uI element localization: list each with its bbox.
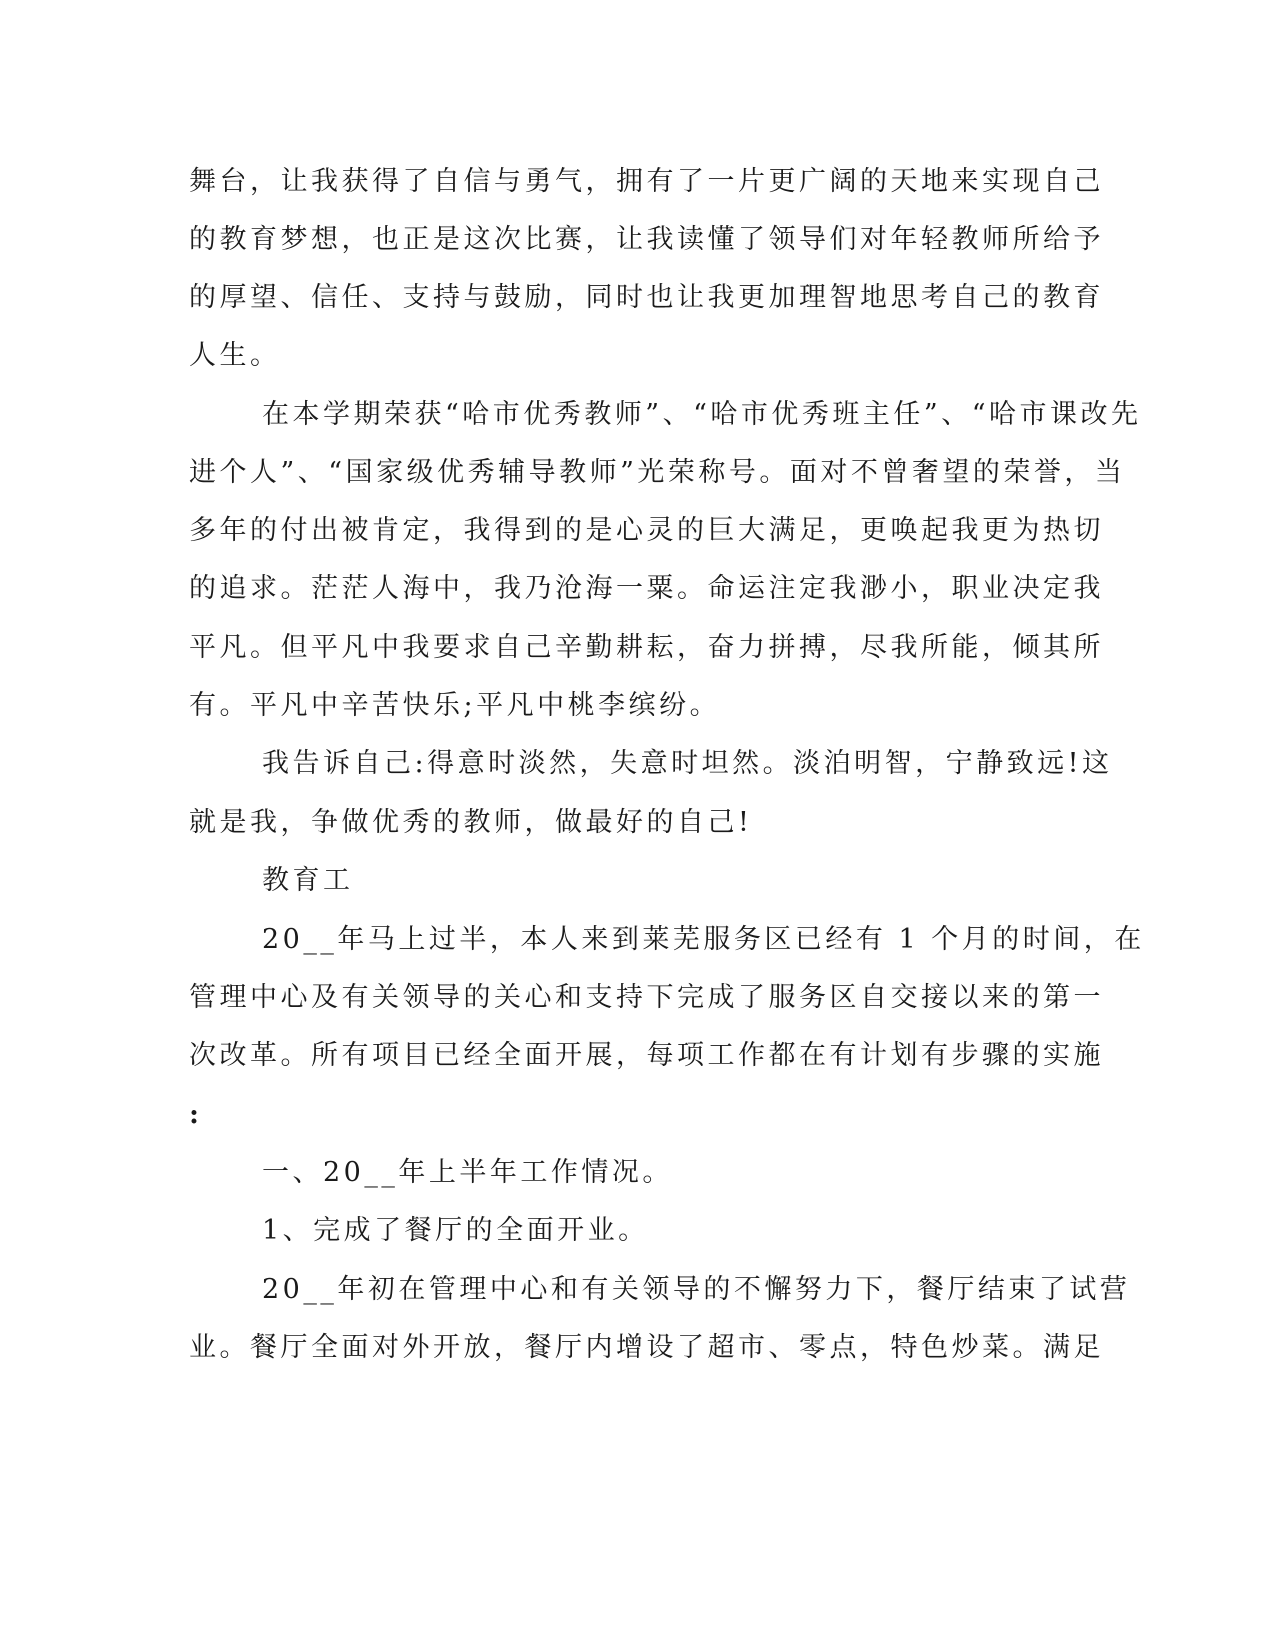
text-line: 舞台，让我获得了自信与勇气，拥有了一片更广阔的天地来实现自己	[189, 166, 1104, 197]
list-heading: 一、20__年上半年工作情况。	[262, 1157, 673, 1188]
section-heading: 教育工	[262, 865, 354, 896]
paragraph-start: 20__年初在管理中心和有关领导的不懈努力下，餐厅结束了试营	[262, 1274, 1131, 1305]
paragraph-start: 在本学期荣获“哈市优秀教师”、“哈市优秀班主任”、“哈市课改先	[262, 399, 1142, 430]
text-line: :	[189, 1099, 199, 1130]
text-line: 人生。	[189, 340, 281, 371]
text-line: 的教育梦想，也正是这次比赛，让我读懂了领导们对年轻教师所给予	[189, 224, 1104, 255]
text-line: 进个人”、“国家级优秀辅导教师”光荣称号。面对不曾奢望的荣誉，当	[189, 457, 1126, 488]
text-line: 就是我，争做优秀的教师，做最好的自己!	[189, 807, 753, 838]
text-line: 多年的付出被肯定，我得到的是心灵的巨大满足，更唤起我更为热切	[189, 515, 1104, 546]
text-line: 平凡。但平凡中我要求自己辛勤耕耘，奋力拼搏，尽我所能，倾其所	[189, 632, 1104, 663]
text-line: 的追求。茫茫人海中，我乃沧海一粟。命运注定我渺小，职业决定我	[189, 573, 1104, 604]
text-line: 有。平凡中辛苦快乐;平凡中桃李缤纷。	[189, 690, 721, 721]
text-line: 的厚望、信任、支持与鼓励，同时也让我更加理智地思考自己的教育	[189, 282, 1104, 313]
list-item: 1、完成了餐厅的全面开业。	[262, 1215, 649, 1246]
paragraph-start: 我告诉自己:得意时淡然，失意时坦然。淡泊明智，宁静致远!这	[262, 748, 1113, 779]
text-line: 业。餐厅全面对外开放，餐厅内增设了超市、零点，特色炒菜。满足	[189, 1332, 1104, 1363]
text-line: 管理中心及有关领导的关心和支持下完成了服务区自交接以来的第一	[189, 982, 1104, 1013]
text-line: 次改革。所有项目已经全面开展，每项工作都在有计划有步骤的实施	[189, 1040, 1104, 1071]
paragraph-start: 20__年马上过半，本人来到莱芜服务区已经有 1 个月的时间，在	[262, 924, 1145, 955]
